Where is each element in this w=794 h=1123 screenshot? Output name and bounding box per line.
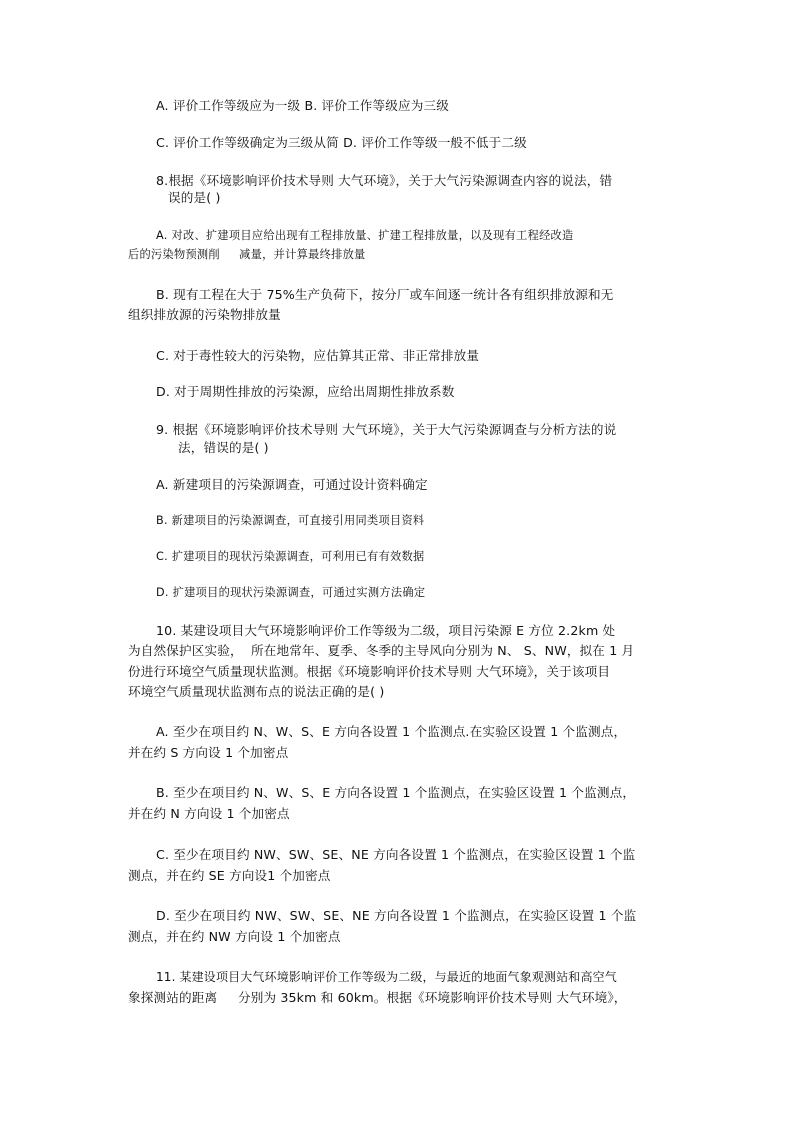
q9-option-c: C. 扩建项目的现状污染源调查，可利用已有有效数据 — [156, 550, 425, 563]
q9-stem-line-1: 9. 根据《环境影响评价技术导则 大气环境》，关于大气污染源调查与分析方法的说 — [156, 422, 617, 437]
q8-option-d: D. 对于周期性排放的污染源，应给出周期性排放系数 — [156, 384, 455, 399]
q10-option-b-line-1: B. 至少在项目约 N、W、S、E 方向各设置 1 个监测点，在实验区设置 1 个监测点， — [156, 785, 636, 800]
q10-option-c-line-2: 测点，并在约 SE 方向设1 个加密点 — [128, 868, 331, 883]
q10-stem-line-3: 份进行环境空气质量现状监测。根据《环境影响评价技术导则 大气环境》，关于该项目 — [128, 664, 611, 679]
q10-option-d-line-2: 测点，并在约 NW 方向设 1 个加密点 — [128, 929, 341, 944]
q10-option-d-line-1: D. 至少在项目约 NW、SW、SE、NE 方向各设置 1 个监测点，在实验区设置 1 个监 — [156, 908, 637, 923]
q10-stem-line-4: 环境空气质量现状监测布点的说法正确的是( ) — [128, 684, 385, 699]
q8-stem-line-1: 8.根据《环境影响评价技术导则 大气环境》，关于大气污染源调查内容的说法，错 — [156, 173, 613, 188]
q11-stem-line-2: 象探测站的距离 分别为 35km 和 60km。根据《环境影响评价技术导则 大气环境》， — [128, 990, 627, 1005]
q7-options-line-1: A. 评价工作等级应为一级 B. 评价工作等级应为三级 — [156, 98, 449, 113]
q8-option-c: C. 对于毒性较大的污染物，应估算其正常、非正常排放量 — [156, 348, 480, 363]
q9-option-b: B. 新建项目的污染源调查，可直接引用同类项目资料 — [156, 514, 425, 527]
q8-stem-line-2: 误的是( ) — [168, 190, 221, 205]
q10-option-b-line-2: 并在约 N 方向设 1 个加密点 — [128, 806, 290, 821]
q9-option-a: A. 新建项目的污染源调查，可通过设计资料确定 — [156, 477, 428, 492]
q8-option-b-line-1: B. 现有工程在大于 75%生产负荷下，按分厂或车间逐一统计各有组织排放源和无 — [156, 287, 614, 302]
q8-option-a-line-1: A. 对改、扩建项目应给出现有工程排放量、扩建工程排放量，以及现有工程经改造 — [156, 229, 574, 242]
q11-stem-line-1: 11. 某建设项目大气环境影响评价工作等级为二级，与最近的地面气象观测站和高空气 — [156, 970, 617, 984]
q10-option-c-line-1: C. 至少在项目约 NW、SW、SE、NE 方向各设置 1 个监测点，在实验区设置 1 个监 — [156, 847, 636, 862]
q10-option-a-line-1: A. 至少在项目约 N、W、S、E 方向各设置 1 个监测点.在实验区设置 1 个监测点， — [156, 724, 627, 739]
q10-stem-line-1: 10. 某建设项目大气环境影响评价工作等级为二级，项目污染源 E 方位 2.2km 处 — [156, 623, 616, 638]
q10-stem-line-2: 为自然保护区实验， 所在地常年、夏季、冬季的主导风向分别为 N、 S、NW，拟在 1 月 — [128, 643, 635, 658]
q9-option-d: D. 扩建项目的现状污染源调查，可通过实测方法确定 — [156, 586, 426, 599]
q10-option-a-line-2: 并在约 S 方向设 1 个加密点 — [128, 745, 289, 760]
q7-options-line-2: C. 评价工作等级确定为三级从简 D. 评价工作等级一般不低于二级 — [156, 135, 527, 150]
q8-option-b-line-2: 组织排放源的污染物排放量 — [128, 307, 281, 322]
q8-option-a-line-2: 后的污染物预测削 减量，并计算最终排放量 — [128, 248, 366, 261]
q9-stem-line-2: 法，错误的是( ) — [178, 440, 269, 455]
